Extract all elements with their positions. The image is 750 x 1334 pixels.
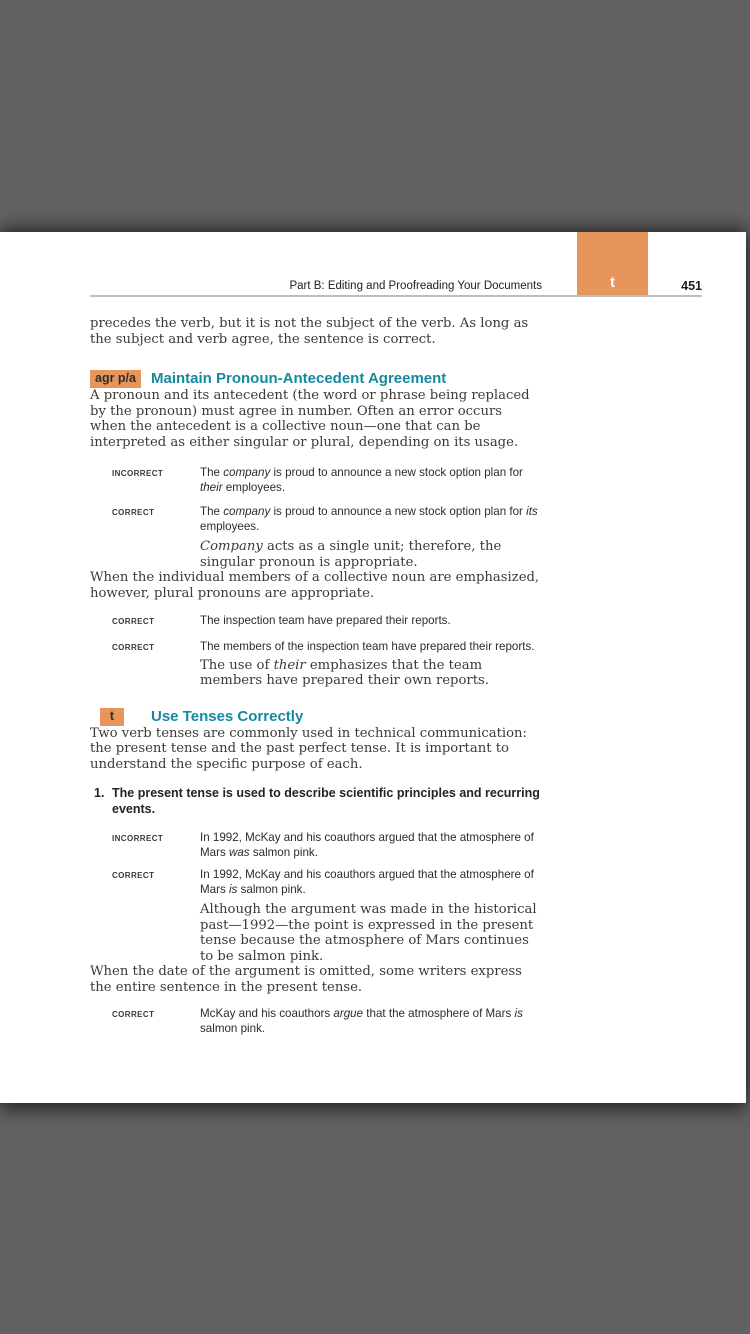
example-label: INCORRECT bbox=[112, 833, 164, 843]
running-header-title: Part B: Editing and Proofreading Your Documents bbox=[289, 280, 542, 292]
example-label: CORRECT bbox=[112, 642, 155, 652]
example-label: INCORRECT bbox=[112, 468, 164, 478]
example-row bbox=[112, 613, 542, 630]
example-explanation-row bbox=[112, 902, 542, 964]
margin-code-badge: t bbox=[100, 708, 124, 726]
body-paragraph: When the individual members of a collective noun are emphasized, however, plural pronouns are appropriate. bbox=[90, 570, 540, 601]
example-label-spacer bbox=[112, 539, 200, 570]
section-heading-agreement bbox=[90, 369, 542, 388]
example-label: CORRECT bbox=[112, 617, 155, 627]
example-row bbox=[112, 465, 542, 496]
example-row bbox=[112, 639, 542, 656]
example-text: The inspection team have prepared their reports. bbox=[200, 614, 451, 628]
example-text: In 1992, McKay and his coauthors argued that the atmosphere of Mars was salmon pink. bbox=[200, 830, 534, 860]
example-explanation: The use of their emphasizes that the team members have prepared their own reports. bbox=[200, 657, 489, 689]
example-row bbox=[112, 867, 542, 898]
example-text: The company is proud to announce a new stock option plan for its employees. bbox=[200, 504, 538, 534]
book-page bbox=[0, 232, 746, 1103]
example-label-spacer bbox=[112, 658, 200, 689]
example-text: The members of the inspection team have prepared their reports. bbox=[200, 639, 535, 653]
section-title: Use Tenses Correctly bbox=[151, 707, 304, 725]
list-item-number: 1. bbox=[94, 786, 105, 801]
body-paragraph: Two verb tenses are commonly used in technical communication: the present tense and the past perfect tense. It is important to understand the specific purpose of each. bbox=[90, 725, 527, 772]
chapter-thumb-tab bbox=[577, 232, 648, 296]
example-label: CORRECT bbox=[112, 870, 155, 880]
example-row bbox=[112, 504, 542, 535]
example-text: McKay and his coauthors argue that the atmosphere of Mars is salmon pink. bbox=[200, 1006, 523, 1036]
page-number: 451 bbox=[681, 279, 702, 293]
example-label: CORRECT bbox=[112, 507, 155, 517]
example-explanation-row bbox=[112, 658, 542, 689]
example-text: In 1992, McKay and his coauthors argued that the atmosphere of Mars is salmon pink. bbox=[200, 867, 534, 897]
badge-slot bbox=[90, 707, 151, 726]
header-rule bbox=[90, 295, 702, 297]
body-paragraph: A pronoun and its antecedent (the word or phrase being replaced by the pronoun) must agree in number. Often an error occurs when the antecedent is a collective noun—one that can be interpreted as either singular or plural, depending on its usage. bbox=[90, 388, 530, 450]
body-paragraph: When the date of the argument is omitted, some writers express the entire sentence in the present tense. bbox=[90, 964, 522, 995]
page-content bbox=[90, 316, 542, 1037]
example-label-spacer bbox=[112, 902, 200, 964]
section-heading-tenses bbox=[90, 707, 542, 726]
example-row bbox=[112, 1006, 542, 1037]
example-explanation-row bbox=[112, 539, 542, 570]
example-explanation: Company acts as a single unit; therefore, the singular pronoun is appropriate. bbox=[200, 538, 502, 570]
example-text: The company is proud to announce a new stock option plan for their employees. bbox=[200, 465, 523, 495]
chapter-tab-letter: t bbox=[610, 274, 615, 291]
badge-slot bbox=[90, 369, 151, 388]
list-item-text: The present tense is used to describe scientific principles and recurring events. bbox=[112, 786, 540, 817]
example-explanation: Although the argument was made in the historical past—1992—the point is expressed in the present tense because the atmosphere of Mars continues to be salmon pink. bbox=[200, 902, 537, 964]
numbered-list-item bbox=[94, 786, 542, 817]
example-row bbox=[112, 830, 542, 861]
example-label: CORRECT bbox=[112, 1009, 155, 1019]
intro-paragraph: precedes the verb, but it is not the subject of the verb. As long as the subject and verb agree, the sentence is correct. bbox=[90, 316, 529, 347]
section-title: Maintain Pronoun-Antecedent Agreement bbox=[151, 370, 447, 388]
margin-code-badge: agr p/a bbox=[90, 370, 141, 388]
